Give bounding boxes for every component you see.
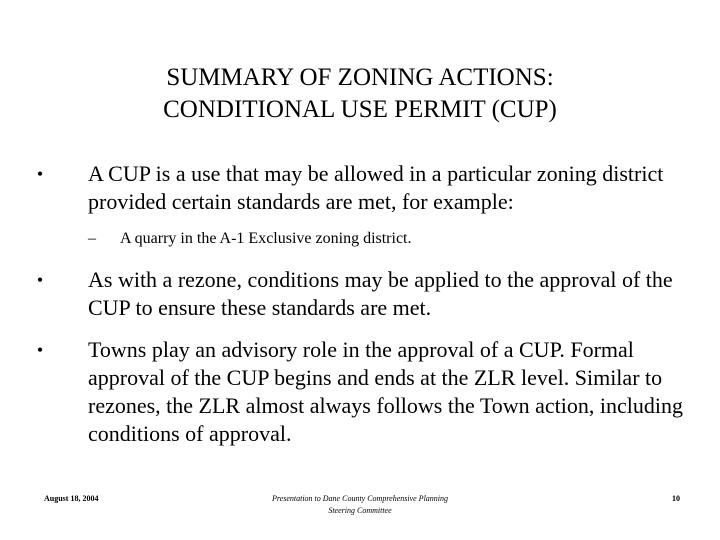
- sub-bullet-item: [30, 228, 700, 250]
- bullet-dot-icon: •: [36, 270, 44, 290]
- bullet-list: [30, 160, 700, 462]
- footer-presentation-title: [240, 493, 480, 517]
- bullet-text: Towns play an advisory role in the approval of a CUP. Formal approval of the CUP begins and ends at the ZLR level. Similar to rezones, the ZLR almost always follows the Town action, including conditions of approval.: [88, 337, 683, 446]
- dash-icon: –: [88, 230, 96, 247]
- bullet-text: As with a rezone, conditions may be applied to the approval of the CUP to ensure these standards are met.: [88, 267, 673, 320]
- title-line-1: SUMMARY OF ZONING ACTIONS:: [166, 64, 554, 91]
- bullet-text: A CUP is a use that may be allowed in a particular zoning district provided certain standards are met, for example:: [88, 161, 664, 214]
- page-number: 10: [672, 494, 680, 503]
- footer-center-line-2: Steering Committee: [328, 506, 392, 515]
- slide-title: [60, 62, 660, 126]
- title-line-2: CONDITIONAL USE PERMIT (CUP): [163, 96, 557, 123]
- sub-bullet-text: A quarry in the A-1 Exclusive zoning district.: [120, 230, 412, 247]
- bullet-item: [30, 336, 700, 448]
- footer-date: August 18, 2004: [44, 494, 99, 503]
- bullet-dot-icon: •: [36, 164, 44, 184]
- bullet-dot-icon: •: [36, 340, 44, 360]
- footer-center-line-1: Presentation to Dane County Comprehensive Planning: [271, 494, 449, 503]
- bullet-item: [30, 160, 700, 216]
- bullet-item: [30, 266, 700, 322]
